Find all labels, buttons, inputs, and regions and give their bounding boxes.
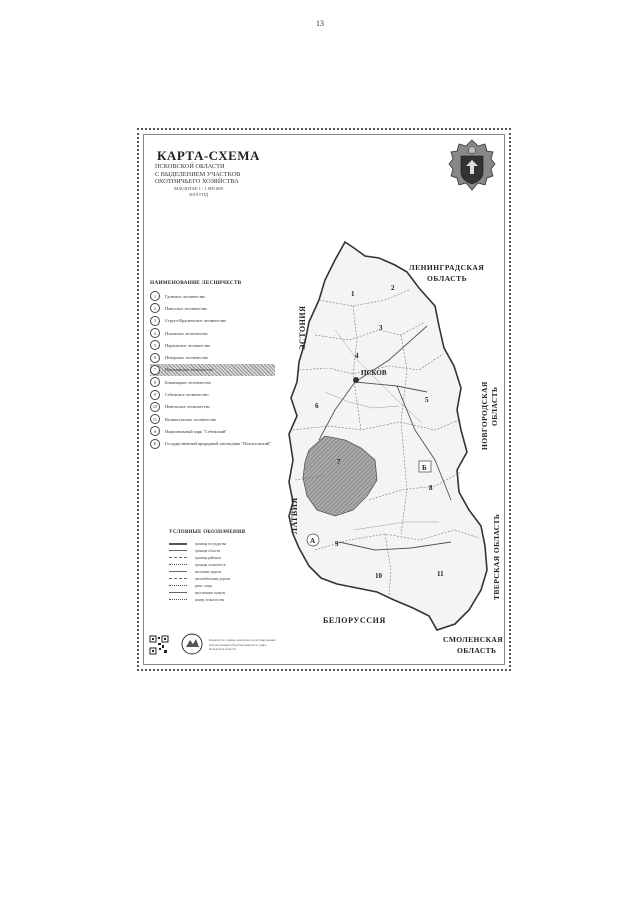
legend-list (150, 290, 275, 450)
legend-item (150, 327, 275, 339)
district-number: 2 (391, 284, 395, 292)
district-number: 7 (337, 458, 341, 466)
convention-label: автомобильные дороги (195, 576, 231, 581)
legend-item-highlighted (150, 364, 275, 376)
region-label-tver: ТВЕРСКАЯ ОБЛАСТЬ (492, 513, 501, 600)
district-number: 3 (379, 324, 383, 332)
conventions-title: УСЛОВНЫЕ ОБОЗНАЧЕНИЯ (169, 530, 246, 535)
district-number: 5 (425, 396, 429, 404)
coat-of-arms-icon (447, 138, 497, 198)
convention-label: железные дороги (195, 569, 222, 574)
legend-mark: 2 (150, 303, 160, 313)
convention-label: номер лесничества (195, 597, 225, 602)
region-label-novgorod: НОВГОРОДСКАЯ (480, 381, 489, 450)
convention-symbol (169, 599, 187, 600)
legend-item (150, 315, 275, 327)
legend-mark: 10 (150, 402, 160, 412)
convention-item (169, 582, 259, 589)
organization-logo-icon (181, 633, 203, 655)
convention-label: граница области (195, 548, 221, 553)
park-letter: А (310, 537, 316, 545)
legend-item (150, 376, 275, 388)
oblast-outline (289, 242, 487, 630)
legend-title: НАИМЕНОВАНИЕ ЛЕСНИЧЕСТВ (150, 280, 242, 286)
legend-label: Государственный природный заповедник "Полистовский" (165, 441, 271, 447)
legend-label: Национальный парк "Себежский" (165, 428, 228, 434)
legend-label: Струго-Красненское лесничество (165, 318, 227, 324)
convention-item (169, 589, 259, 596)
legend-mark: 3 (150, 316, 160, 326)
footer-line: Комитет по охране, контролю и регулированию (209, 638, 276, 642)
legend-item (150, 290, 275, 302)
convention-symbol (169, 564, 187, 565)
convention-symbol (169, 557, 187, 558)
subtitle-line: С ВЫДЕЛЕНИЕМ УЧАСТКОВ (155, 170, 241, 178)
city-label: ПСКОВ (361, 369, 387, 377)
legend-item (150, 339, 275, 351)
convention-symbol (169, 592, 187, 593)
district-number: 6 (315, 402, 319, 410)
convention-label: граница лесничеств (195, 562, 226, 567)
legend-label: Порховское лесничество (165, 342, 211, 348)
legend-mark: 5 (150, 340, 160, 350)
convention-item (169, 596, 259, 603)
district-number: 11 (437, 570, 444, 578)
map-title: КАРТА-СХЕМА (157, 148, 260, 163)
convention-item (169, 568, 259, 575)
district-number: 4 (355, 352, 359, 360)
legend-item (150, 425, 275, 437)
map-frame (137, 128, 511, 671)
legend-item (150, 438, 275, 450)
legend-mark: 6 (150, 353, 160, 363)
convention-item (169, 575, 259, 582)
legend-label: Плюсское лесничество (165, 305, 208, 311)
legend-mark: 9 (150, 390, 160, 400)
convention-symbol (169, 571, 187, 572)
legend-item (150, 302, 275, 314)
city-marker (353, 377, 359, 383)
region-label-latvia: ЛАТВИЯ (290, 497, 299, 534)
legend-item (150, 351, 275, 363)
legend-label: Бежаницкое лесничество (165, 379, 211, 385)
legend-mark: 11 (150, 414, 160, 424)
legend-label: Псковское лесничество (165, 330, 208, 336)
convention-label: граница районов (195, 555, 221, 560)
legend-mark: 4 (150, 328, 160, 338)
legend-mark: 7 (150, 365, 160, 375)
footer-line: использования объектов животного мира (209, 642, 267, 647)
convention-label: населенные пункты (195, 590, 226, 595)
convention-item (169, 547, 259, 554)
region-label-smolensk: СМОЛЕНСКАЯ (443, 635, 504, 644)
region-label-novgorod: ОБЛАСТЬ (490, 386, 499, 426)
legend-label: Печорское лесничество (165, 355, 209, 361)
region-label-estonia: ЭСТОНИЯ (298, 305, 307, 350)
legend-item (150, 388, 275, 400)
legend-label: Себежское лесничество (165, 392, 209, 398)
district-number: 9 (335, 540, 339, 548)
convention-symbol (169, 550, 187, 551)
convention-item (169, 540, 259, 547)
scale-line: 2019 ГОД (188, 192, 209, 197)
convention-item (169, 554, 259, 561)
convention-label: граница государства (195, 541, 227, 546)
convention-symbol (169, 543, 187, 545)
legend-mark: А (150, 426, 160, 436)
legend-label: Невельское лесничество (165, 404, 210, 410)
park-letter: Б (422, 464, 427, 472)
subtitle-line: ОХОТНИЧЬЕГО ХОЗЯЙСТВА (155, 178, 239, 186)
district-number: 8 (429, 484, 433, 492)
footer-note (209, 638, 319, 652)
map-subtitle (155, 163, 265, 186)
convention-symbol (169, 578, 187, 579)
region-label-leningrad: ЛЕНИНГРАДСКАЯ (409, 263, 485, 272)
legend-label: Гдовское лесничество (165, 293, 206, 299)
scale-line: МАСШТАБ 1 : 1 000 000 (174, 186, 223, 191)
footer-line: Псковской области (209, 647, 236, 652)
convention-item (169, 561, 259, 568)
region-label-leningrad: ОБЛАСТЬ (427, 274, 468, 283)
district-number: 10 (375, 572, 382, 580)
region-label-smolensk: ОБЛАСТЬ (457, 646, 497, 655)
qr-code-icon (149, 635, 169, 655)
convention-symbol (169, 585, 187, 586)
legend-label: Великолукское лесничество (165, 416, 217, 422)
legend-mark: Б (150, 439, 160, 449)
conventions-list (169, 540, 259, 603)
legend-item (150, 401, 275, 413)
convention-label: реки, озера (195, 583, 213, 588)
region-label-belarus: БЕЛОРУССИЯ (323, 616, 386, 625)
subtitle-line: ПСКОВСКОЙ ОБЛАСТИ (155, 163, 225, 170)
legend-item (150, 413, 275, 425)
legend-mark: 8 (150, 377, 160, 387)
map-scale (161, 186, 236, 198)
district-number: 1 (351, 290, 355, 298)
legend-label: Пыталовское лесничество (165, 367, 213, 373)
legend-mark: 1 (150, 291, 160, 301)
page-number: 13 (316, 19, 324, 28)
